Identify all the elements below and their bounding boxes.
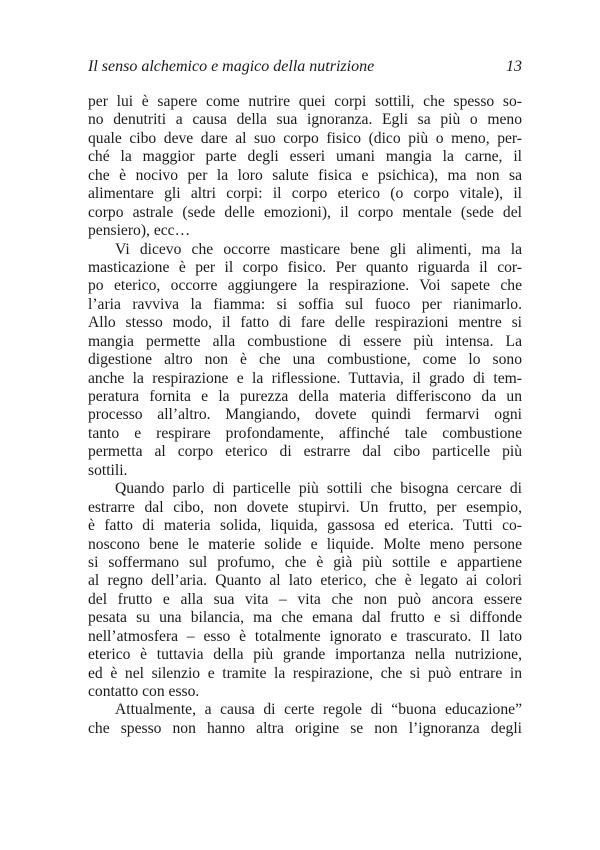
text-line: corpo astrale (sede delle emozioni), il corpo mentale (sede del	[88, 203, 522, 221]
text-line: pensiero), ecc…	[88, 222, 191, 240]
text-line: permetta al corpo eterico di estrarre dal cibo particelle più	[88, 443, 522, 461]
text-line: processo all’altro. Mangiando, dovete quindi fermarvi ogni	[88, 406, 522, 424]
text-line: noscono bene le materie solide e liquide. Molte meno persone	[88, 535, 522, 553]
body-text	[88, 93, 522, 738]
text-line: per lui è sapere come nutrire quei corpi sottili, che spesso so-	[88, 93, 522, 110]
text-line: ché la maggior parte degli esseri umani mangia la carne, il	[88, 148, 522, 166]
text-line: sottili.	[88, 461, 128, 479]
text-line: Vi dicevo che occorre masticare bene gli alimenti, ma la	[115, 240, 522, 258]
text-line: che è nocivo per la loro salute fisica e psichica), ma non sa	[88, 166, 522, 184]
text-line: peratura fornita e la purezza della materia differiscono da un	[88, 388, 522, 405]
text-line: Quando parlo di particelle più sottili che bisogna cercare di	[115, 480, 522, 498]
text-line: Attualmente, a causa di certe regole di “buona educazione”	[115, 701, 522, 719]
paragraph-1	[88, 93, 522, 241]
text-line: digestione altro non è che una combustione, come lo sono	[88, 351, 522, 369]
text-line: al regno dell’aria. Quanto al lato eterico, che è legato ai colori	[88, 572, 522, 590]
text-line: tanto e respirare profondamente, affinché tale combustione	[88, 424, 522, 442]
text-line: alimentare gli altri corpi: il corpo eterico (o corpo vitale), il	[88, 185, 522, 203]
text-line: è fatto di materia solida, liquida, gassosa ed eterica. Tutti co-	[88, 517, 522, 535]
text-line: quale cibo deve dare al suo corpo fisico (dico più o meno, per-	[88, 129, 522, 147]
running-header	[88, 57, 522, 77]
text-line: Allo stesso modo, il fatto di fare delle respirazioni mentre si	[88, 314, 522, 332]
text-line: masticazione è per il corpo fisico. Per quanto riguarda il cor-	[88, 258, 522, 276]
text-line: che spesso non hanno altra origine se non l’ignoranza degli	[88, 719, 522, 737]
text-line: pesata su una bilancia, ma che emana dal frutto e si diffonde	[88, 609, 522, 627]
page-number: 13	[506, 58, 522, 75]
text-line: si soffermano sul profumo, che è già più sottile e appartiene	[88, 553, 522, 571]
text-line: no denutriti a causa della sua ignoranza. Egli sa più o meno	[88, 111, 522, 129]
text-line: nell’atmosfera – esso è totalmente ignorato e trascurato. Il lato	[88, 627, 522, 645]
text-line: ed è nel silenzio e tramite la respirazione, che si può entrare in	[88, 664, 522, 682]
text-line: mangia permette alla combustione di essere più intensa. La	[88, 332, 522, 350]
paragraph-2	[88, 241, 522, 481]
text-line: anche la respirazione e la riflessione. Tuttavia, il grado di tem-	[88, 369, 522, 387]
paragraph-3	[88, 480, 522, 701]
text-line: contatto con esso.	[88, 683, 200, 700]
text-line: eterico è tuttavia della più grande importanza nella nutrizione,	[88, 646, 522, 664]
running-title: Il senso alchemico e magico della nutrizione	[88, 58, 375, 75]
book-page	[88, 0, 522, 850]
paragraph-4	[88, 701, 522, 738]
text-line: l’aria ravviva la fiamma: si soffia sul fuoco per rianimarlo.	[88, 295, 522, 313]
text-line: po eterico, occorre aggiungere la respirazione. Voi sapete che	[88, 277, 522, 295]
text-line: del frutto e alla sua vita – vita che non può ancora essere	[88, 590, 522, 608]
text-line: estrarre dal cibo, non dovete stupirvi. Un frutto, per esempio,	[88, 498, 522, 516]
